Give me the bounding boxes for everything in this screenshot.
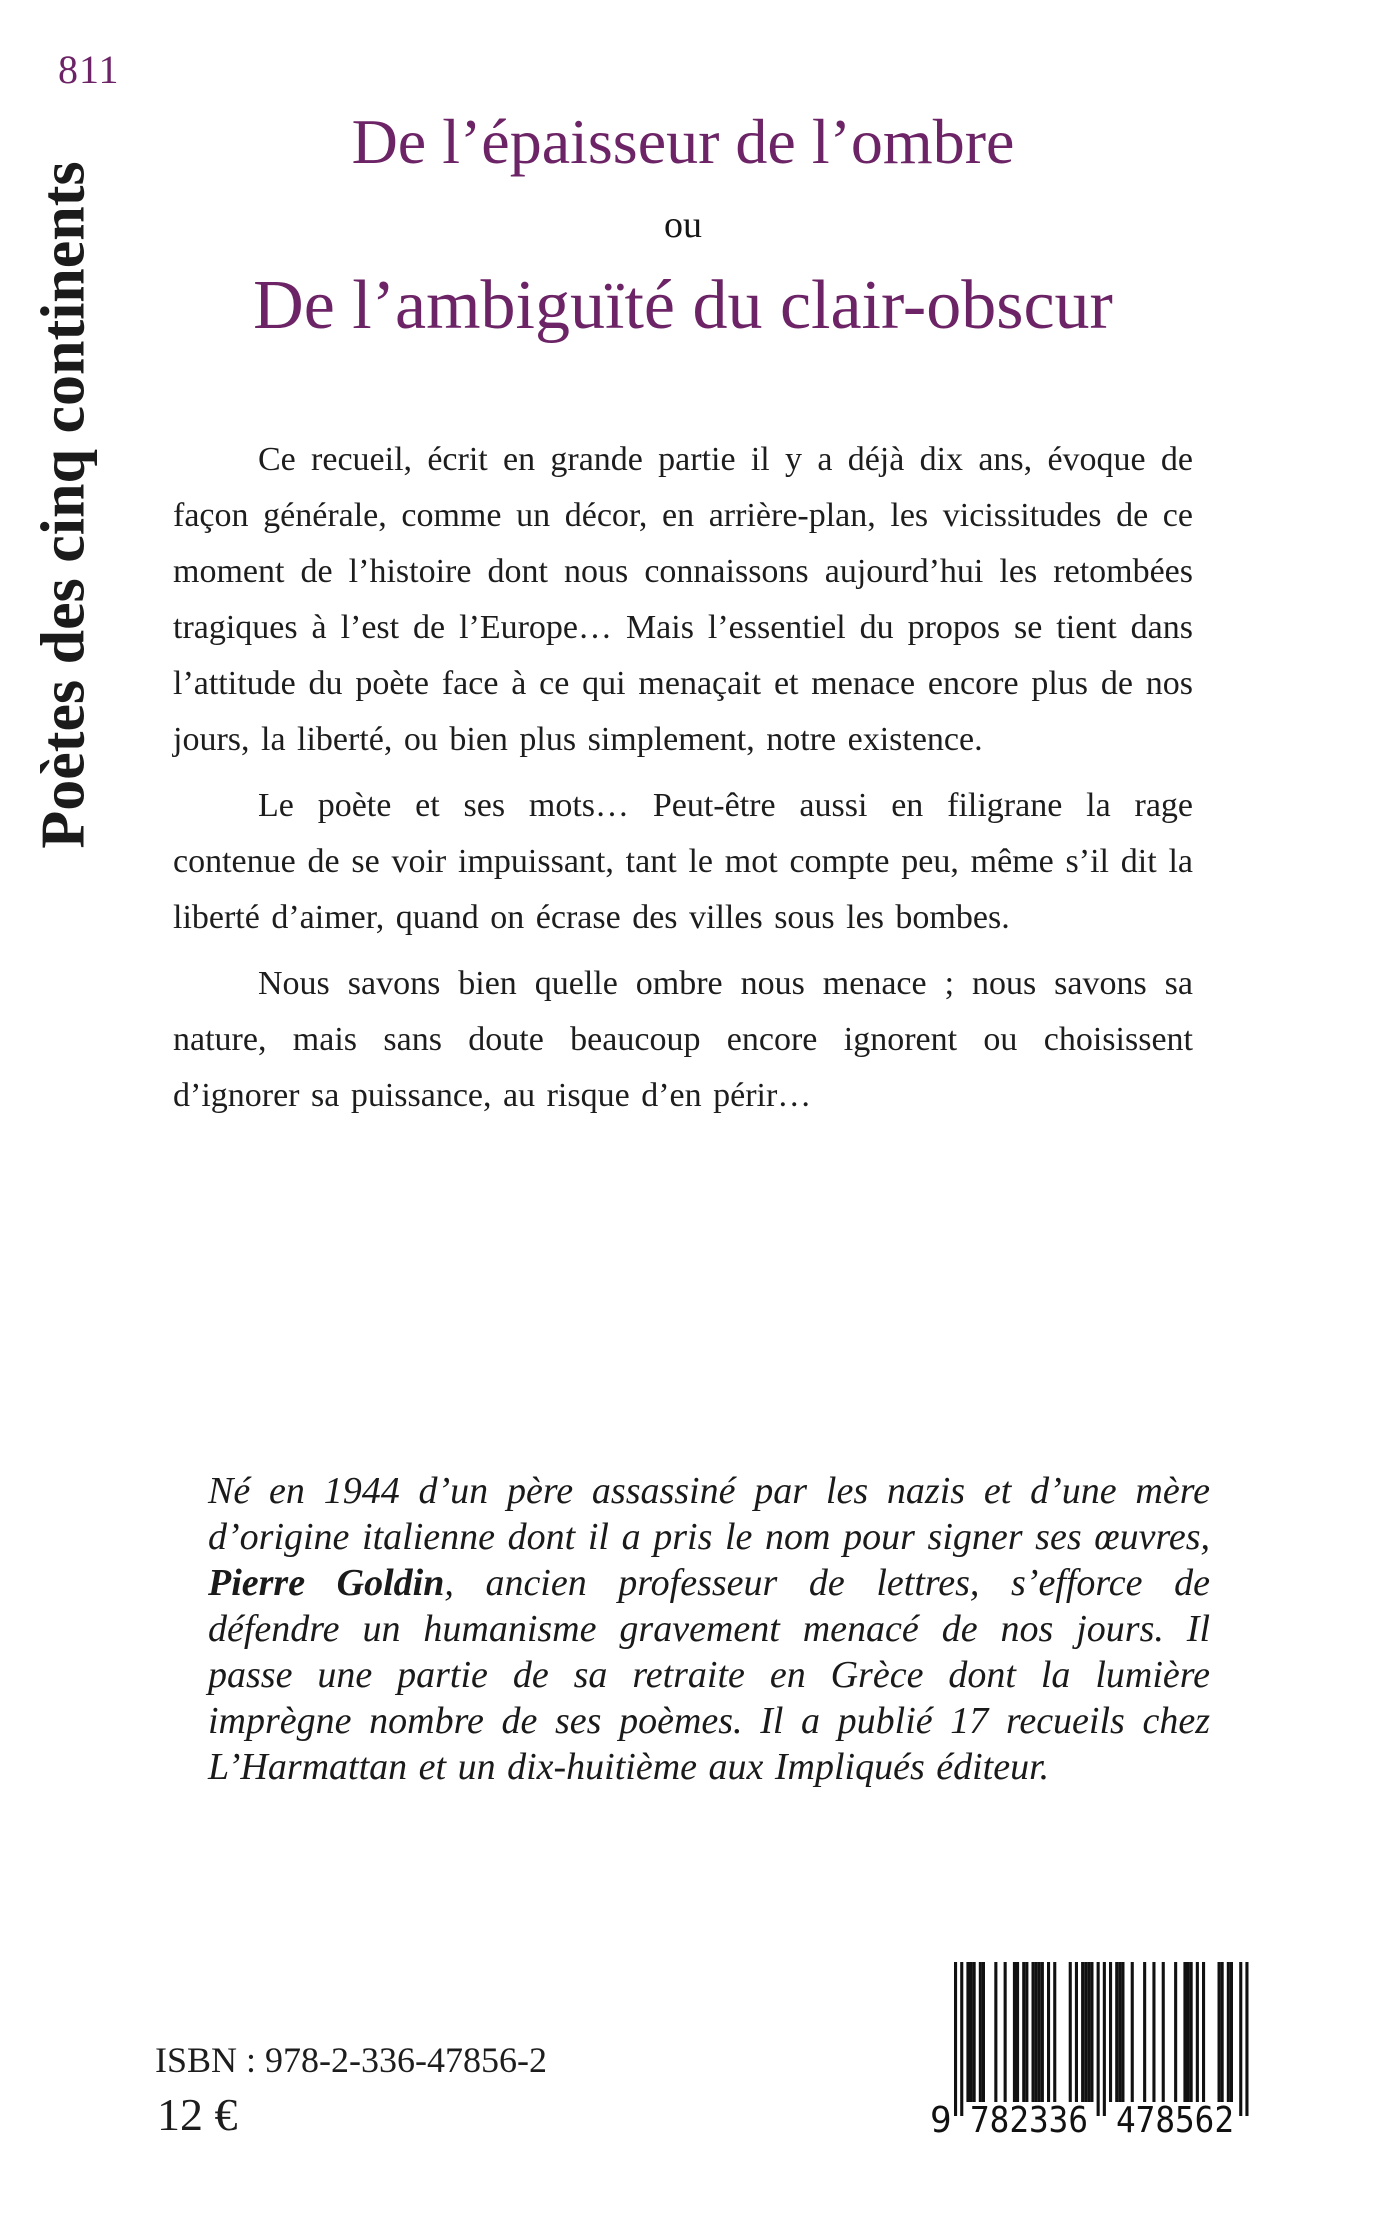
- svg-text:478562: 478562: [1116, 2100, 1234, 2136]
- back-cover-text: [173, 432, 1193, 1124]
- collection-number: 811: [58, 47, 120, 92]
- svg-text:782336: 782336: [970, 2100, 1088, 2136]
- paragraph-3: Nous savons bien quelle ombre nous menace ; nous savons sa nature, mais sans doute beaucoup encore ignorent ou choisissent d’ignorer sa puissance, au risque d’en périr…: [173, 965, 1193, 1114]
- collection-name-text: Poètes des cinq continents: [30, 161, 98, 849]
- svg-text:9: 9: [930, 2100, 952, 2136]
- paragraph-1: Ce recueil, écrit en grande partie il y a déjà dix ans, évoque de façon générale, comme un décor, en arrière-plan, les vicissitudes de ce moment de l’histoire dont nous connaissons aujourd’hui les retombées tragiques à l’est de l’Europe… Mais l’essentiel du propos se tient dans l’attitude du poète face à ce qui menaçait et menace encore plus de nos jours, la liberté, ou bien plus simplement, notre existence.: [173, 441, 1193, 758]
- price-label: 12 €: [157, 2089, 238, 2140]
- paragraph-2: Le poète et ses mots… Peut-être aussi en filigrane la rage contenue de se voir impuissant, tant le mot compte peu, même s’il dit la liberté d’aimer, quand on écrase des villes sous les bombes.: [173, 787, 1193, 936]
- title-connector: ou: [664, 204, 702, 246]
- author-bio: Né en 1944 d’un père assassiné par les nazis et d’une mère d’origine italienne dont il a pris le nom pour signer ses œuvres, Pierre Goldin, ancien professeur de lettres, s’efforce de défendre un humanisme gravement menacé de nos jours. Il passe une partie de sa retraite en Grèce dont la lumière imprègne nombre de ses poèmes. Il a publié 17 recueils chez L’Harmattan et un dix-huitième aux Impliqués éditeur.: [208, 1470, 1210, 1788]
- title-block: [173, 0, 1193, 344]
- title-line-2: De l’ambiguïté du clair-obscur: [253, 267, 1113, 344]
- isbn-label: ISBN : 978-2-336-47856-2: [155, 2040, 547, 2080]
- collection-name-vertical: [18, 100, 110, 910]
- title-line-1: De l’épaisseur de l’ombre: [351, 106, 1015, 177]
- ean13-barcode: [930, 1962, 1250, 2136]
